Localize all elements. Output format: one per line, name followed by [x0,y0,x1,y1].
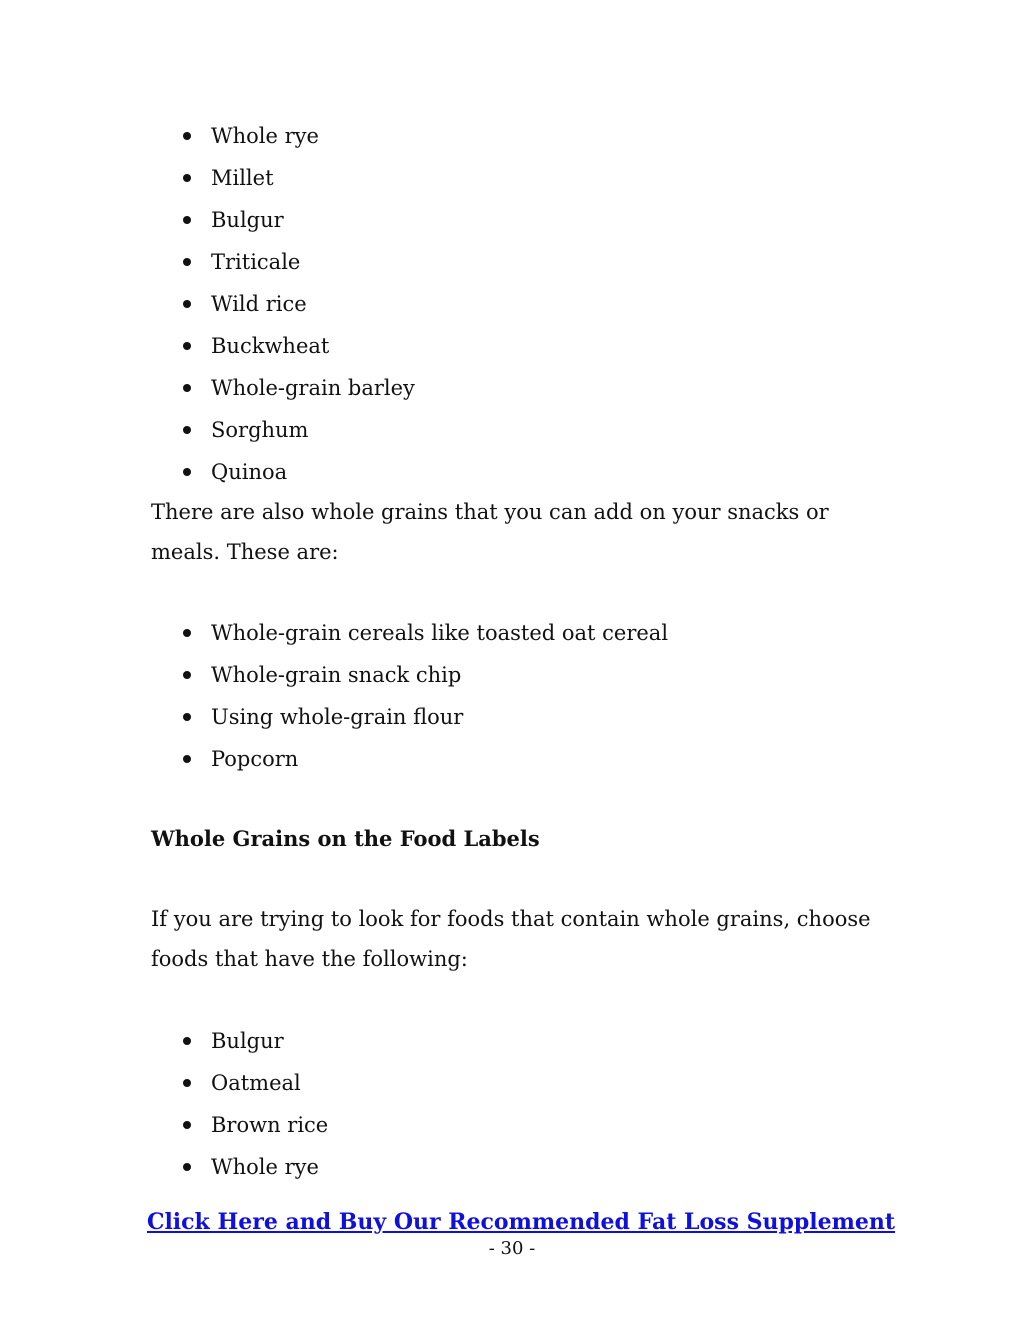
page-number: - 30 - [488,1238,536,1259]
labels-paragraph: If you are trying to look for foods that contain whole grains, choose foods that have the following: [151,907,871,971]
bullet-icon [183,1037,191,1045]
bullet-icon [183,342,191,350]
bullet-icon [183,132,191,140]
bullet-icon [183,468,191,476]
bullet-icon [183,258,191,266]
bullet-icon [183,216,191,224]
bullet-icon [183,426,191,434]
snacks-paragraph: There are also whole grains that you can add on your snacks or meals. These are: [151,500,829,564]
bullet-icon [183,1121,191,1129]
section-heading: Whole Grains on the Food Labels [151,826,540,851]
bullet-icon [183,174,191,182]
bullet-icon [183,755,191,763]
document-page: Whole rye Millet Bulgur Triticale Wild rice Buckwheat Whole-grain barley Sorghum Quinoa There are also whole grains that you can add on your snacks or meals. These are: Whole-grain cereals like toasted oat cereal Whole-grain snack chip Using whole-grain flour Popcorn Whole Grains on the Food Labels If you are trying to look for foods that contain whole grains, choose foods that have the following: Bulgur Oatmeal Brown rice Whole rye Click Here and Buy Our Recommended Fat Loss Supplement - 30 - [0,0,1024,1325]
bullet-icon [183,629,191,637]
bullet-icon [183,671,191,679]
bullet-icon [183,1163,191,1171]
bullet-icon [183,1079,191,1087]
supplement-link[interactable]: Click Here and Buy Our Recommended Fat Loss Supplement [146,1209,896,1235]
bullet-icon [183,300,191,308]
bullet-icon [183,384,191,392]
bullet-icon [183,713,191,721]
